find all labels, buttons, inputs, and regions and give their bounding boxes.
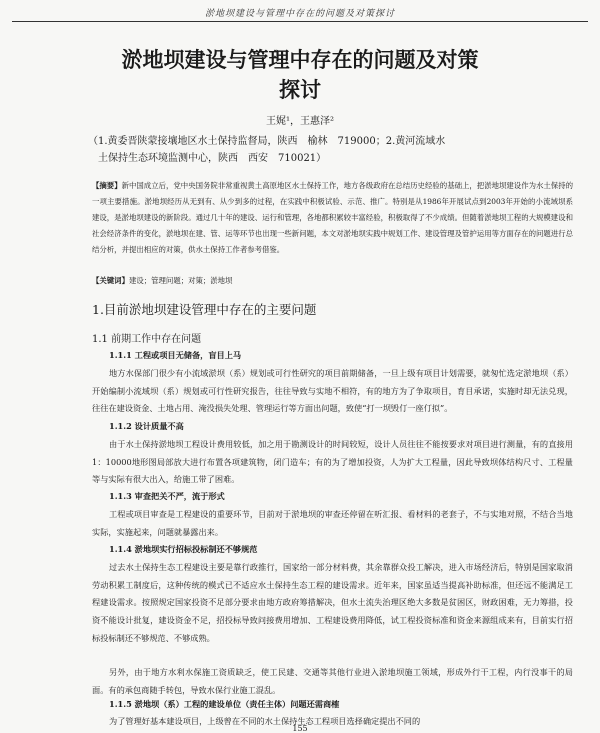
affiliation-line-2: 土保持生态环境监测中心，陕西 西安 710021） — [98, 153, 327, 164]
header-rule — [12, 21, 588, 22]
subsection-heading-1-1-5: 1.1.5 淤地坝（系）工程的建设单位（责任主体）问题还需商榷 — [109, 699, 340, 709]
abstract-text: 新中国成立后，党中央国务院非常重视黄土高原地区水土保持工作，地方各级政府在总结历史经验的基础上，把淤地坝建设作为水土保持的一项主要措施。淤地坝经历从无到有、从少到多的过程，在实践中积极试验、示范、推广。特别是从1986年开展试点到2003年开始的小流域坝系建设，是淤地坝建设的新阶段。通过几十年的建设、运行和管理，各地都积累较丰富经验，积极取得了不少成绩。但随着淤地坝工程的大规模建设和社会经济条件的变化，淤地坝在建、管、运等环节也出现一些新问题，本文对淤地坝实践中规划工作、建设管理及管护运用等方面存在的问题进行总结分析，并提出相应的对策，供水土保持工作者参考借鉴。 — [92, 181, 573, 255]
affiliation — [88, 133, 560, 167]
subsection-heading-1-1-1: 1.1.1 工程或项目无储备，盲目上马 — [109, 350, 242, 360]
paragraph-1-1-1: 地方水保部门很少有小流域淤坝（系）规划或可行性研究的项目前期储备，一旦上级有项目计划需要，就匆忙选定淤地坝（系）开始编制小流域坝（系）规划或可行性研究报告，往往导致与实地不相符，有的地方为了争取项目，育目承诺，实施时却无法兑现，往往在建设资金、土地占用、淹没损失处理、管理运行等方面出问题，致使“打一坝毁仃一座仃拟”。 — [92, 368, 573, 414]
page-number: 155 — [292, 724, 308, 733]
abstract — [92, 178, 573, 258]
section-heading-1-1: 1.1 前期工作中存在问题 — [92, 334, 202, 345]
paragraph-1-1-2: 由于水土保持淤地坝工程设计费用较低，加之用于勘测设计的时间较短，设计人员往往不能按要求对项目进行测量，有的直接用1：10000地形图局部放大进行布置各项建筑物，闭门造车；有的为了增加投资，人为扩大工程量，因此导致坝体结构尺寸、工程量等与实际有很大出入，给施工带了困难。 — [92, 439, 573, 485]
section-heading-1: 1.目前淤地坝建设管理中存在的主要问题 — [92, 302, 317, 317]
subsection-heading-1-1-3: 1.1.3 审查把关不严，流于形式 — [109, 491, 225, 501]
title-line-2: 探讨 — [279, 77, 321, 102]
paragraph-1-1-5: 为了管理好基本建设项目，上级曾在不同的水土保持生态工程项目选择确定提出不同的 — [109, 716, 421, 726]
subsection-heading-1-1-2: 1.1.2 设计质量不高 — [109, 421, 184, 431]
running-head: 淤地坝建设与管理中存在的问题及对策探讨 — [204, 9, 395, 19]
title-line-1: 淤地坝建设与管理中存在的问题及对策 — [121, 47, 479, 72]
affiliation-line-1: （1.黄委晋陕蒙接壤地区水土保持监督局，陕西 榆林 719000；2.黄河流域水 — [88, 136, 446, 147]
paragraph-1-1-4: 过去水土保持生态工程建设主要是靠行政推行，国家给一部分材料费，其余靠群众投工解决，进入市场经济后，特别是国家取消劳动积累工制度后，这种传统的模式已不适应水土保持生态工程的建设需求。近年来，国家虽适当提高补助标准，但还远不能满足工程建设需求。按照规定国家投资不足部分要求由地方政府筹措解决，但水土流失治理区绝大多数是贫困区，财政困难，无力筹措，投资不能设计批复，建设资金不足，招投标导致问接费用增加、工程建设费用降低，试工程投资标准和资金来源组成来有，目前实行招标投标制还不够规范、不够成熟。 — [92, 562, 573, 643]
keywords — [92, 275, 573, 286]
keywords-label: 【关键词】 — [92, 276, 129, 285]
paragraph-1-1-3: 工程或项目审查是工程建设的重要环节，目前对于淤地坝的审查还停留在听汇报、看材料的老套子，不与实地对照，不结合当地实际，实施起来，问题就暴露出来。 — [92, 509, 573, 537]
abstract-label: 【摘要】 — [92, 181, 122, 190]
authors: 王娓¹，王惠泽² — [265, 116, 335, 127]
keywords-text: 建设；管理问题；对策；淤地坝 — [128, 276, 233, 285]
paper-title — [60, 45, 540, 105]
subsection-heading-1-1-4: 1.1.4 淤地坝实行招标投标制还不够规范 — [109, 544, 258, 554]
paragraph-1-1-4-b: 另外，由于地方水利水保施工资质缺乏，使工民建、交通等其他行业进入淤地坝施工领域，形成外行干工程，内行没事干的局面。有的承包商随手转包，导致水保行业施工混乱。 — [92, 667, 573, 695]
